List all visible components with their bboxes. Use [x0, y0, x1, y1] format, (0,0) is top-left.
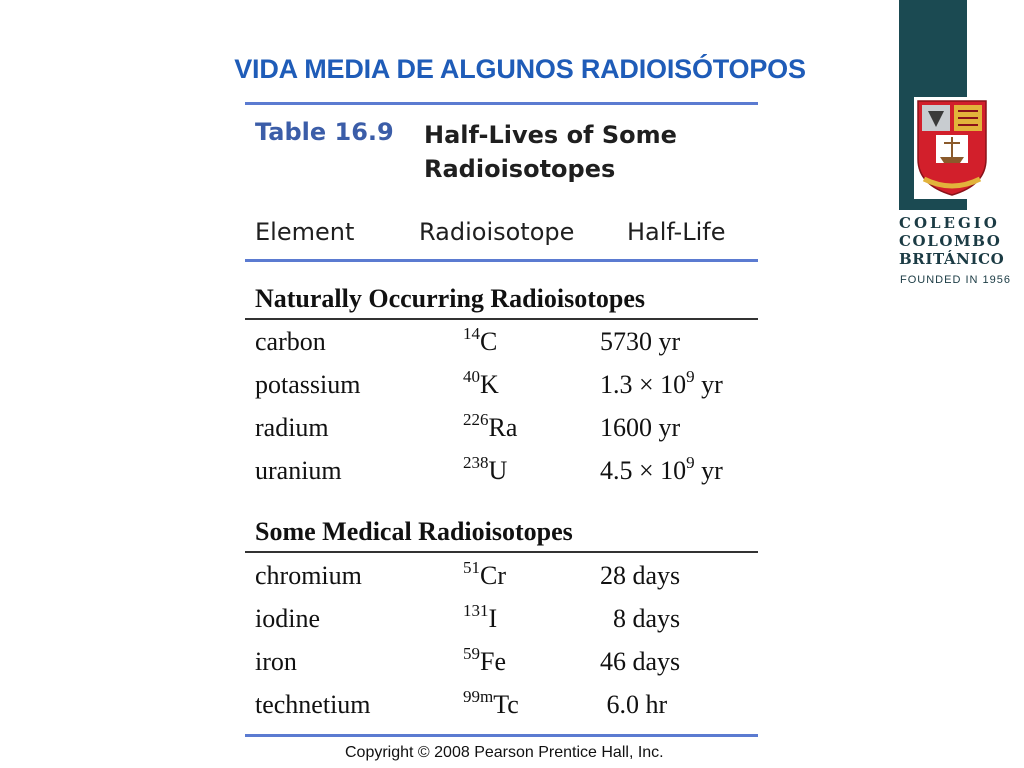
element-name: iron	[255, 647, 297, 676]
element-symbol: Fe	[480, 647, 506, 676]
radioisotope-symbol	[463, 687, 519, 720]
half-life-mantissa: 1.3 × 10	[600, 370, 687, 399]
table-row	[245, 410, 758, 456]
half-life-value: 6.0 hr	[600, 690, 668, 719]
radioisotope-symbol	[463, 558, 506, 591]
mass-number: 40	[463, 367, 480, 386]
table-row	[245, 687, 758, 733]
table-row	[245, 324, 758, 370]
half-life-value	[600, 367, 723, 400]
section-rule	[245, 318, 758, 320]
table-caption-line2: Radioisotopes	[424, 155, 616, 183]
column-header-half-life: Half-Life	[627, 218, 726, 246]
half-life-value: 46 days	[600, 647, 681, 676]
element-name: iodine	[255, 604, 320, 633]
section-title: Some Medical Radioisotopes	[255, 517, 573, 546]
table-caption-line1: Half-Lives of Some	[424, 121, 677, 149]
element-symbol: U	[488, 456, 508, 485]
half-life-mantissa: 4.5 × 10	[600, 456, 687, 485]
radioisotope-symbol	[463, 367, 499, 400]
radioisotope-symbol	[463, 410, 518, 443]
element-symbol: I	[488, 604, 498, 633]
mass-number: 59	[463, 644, 480, 663]
logo-text-colombo: COLOMBO	[899, 232, 1002, 250]
element-name: uranium	[255, 456, 342, 485]
half-life-exponent: 9	[686, 453, 695, 472]
half-life-value: 8 days	[600, 604, 681, 633]
table-label: Table 16.9	[255, 118, 394, 146]
half-life-unit: yr	[694, 370, 723, 399]
mass-number: 226	[463, 410, 489, 429]
half-life-exponent: 9	[686, 367, 695, 386]
radioisotope-symbol	[463, 644, 506, 677]
element-symbol: Tc	[493, 690, 519, 719]
element-symbol: K	[480, 370, 499, 399]
half-life-value: 5730 yr	[600, 327, 681, 356]
element-symbol: C	[480, 327, 498, 356]
slide-title: VIDA MEDIA DE ALGUNOS RADIOISÓTOPOS	[234, 54, 806, 84]
column-header-element: Element	[255, 218, 355, 246]
radioisotope-symbol	[463, 453, 508, 486]
table-row	[245, 644, 758, 690]
mass-number: 99m	[463, 687, 494, 706]
copyright-text: Copyright © 2008 Pearson Prentice Hall, Inc.	[345, 744, 664, 761]
logo-text-colegio: COLEGIO	[899, 214, 1000, 232]
element-name: chromium	[255, 561, 362, 590]
mass-number: 14	[463, 324, 480, 343]
mass-number: 238	[463, 453, 489, 472]
table-row	[245, 453, 758, 499]
school-crest-icon	[914, 97, 990, 199]
logo-text-britanico: BRITÁNICO	[899, 250, 1005, 268]
element-name: technetium	[255, 690, 371, 719]
section-rule	[245, 551, 758, 553]
mass-number: 131	[463, 601, 489, 620]
section-title: Naturally Occurring Radioisotopes	[255, 284, 645, 313]
half-life-value	[600, 453, 723, 486]
header-rule	[245, 259, 758, 262]
element-name: radium	[255, 413, 329, 442]
table-row	[245, 367, 758, 413]
table-bottom-rule	[245, 734, 758, 737]
half-life-value: 1600 yr	[600, 413, 681, 442]
mass-number: 51	[463, 558, 480, 577]
element-name: carbon	[255, 327, 326, 356]
table-top-rule	[245, 102, 758, 105]
half-life-value: 28 days	[600, 561, 681, 590]
radioisotope-symbol	[463, 324, 498, 357]
radioisotope-symbol	[463, 601, 498, 634]
element-symbol: Ra	[488, 413, 518, 442]
table-row	[245, 558, 758, 604]
logo-founded: FOUNDED IN 1956	[900, 274, 1011, 286]
element-symbol: Cr	[480, 561, 506, 590]
half-life-unit: yr	[694, 456, 723, 485]
table-row	[245, 601, 758, 647]
table-caption	[424, 118, 744, 186]
column-header-radioisotope: Radioisotope	[419, 218, 575, 246]
element-name: potassium	[255, 370, 361, 399]
